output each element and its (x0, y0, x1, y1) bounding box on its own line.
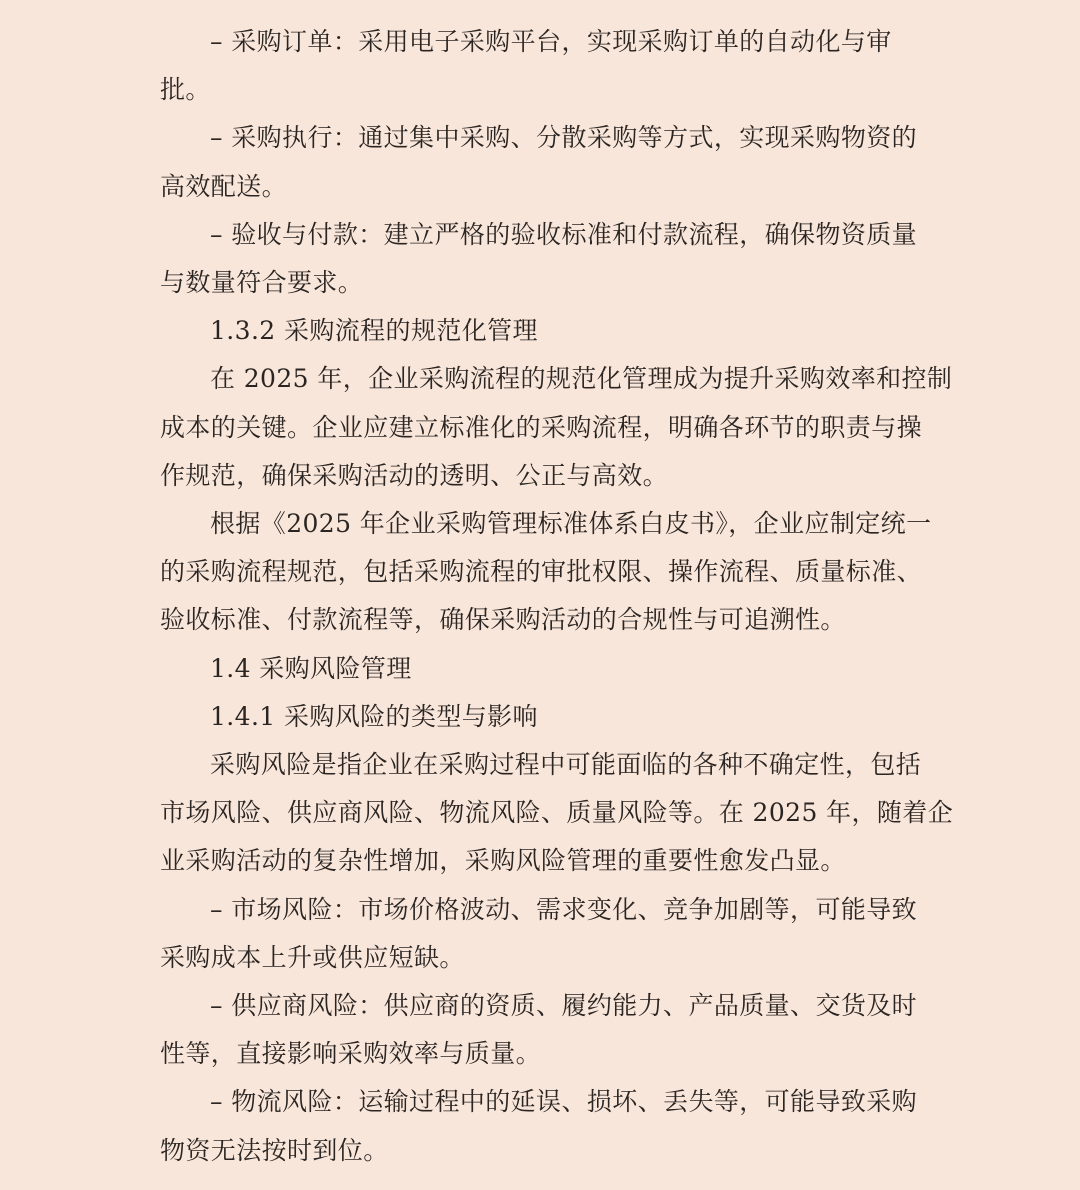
text-line: 成本的关键。企业应建立标准化的采购流程，明确各环节的职责与操 (160, 412, 923, 442)
text-line: – 物流风险：运输过程中的延误、损坏、丢失等，可能导致采购 (210, 1087, 918, 1117)
text-line: 业采购活动的复杂性增加，采购风险管理的重要性愈发凸显。 (160, 846, 846, 876)
text-line: 批。 (160, 75, 211, 105)
text-line: 性等，直接影响采购效率与质量。 (160, 1039, 542, 1069)
document-body (160, 18, 954, 1175)
bullet-logistics-risk (160, 1078, 920, 1174)
text-line: 采购风险是指企业在采购过程中可能面临的各种不确定性，包括 (210, 750, 922, 780)
text-line: 的采购流程规范，包括采购流程的审批权限、操作流程、质量标准、 (160, 557, 923, 587)
body-paragraph-whitepaper (160, 500, 932, 645)
section-heading-1-3-2 (160, 307, 920, 355)
text-line: – 市场风险：市场价格波动、需求变化、竞争加剧等，可能导致 (210, 894, 918, 924)
section-heading-1-4-1 (160, 693, 920, 741)
text-line: 在 2025 年，企业采购流程的规范化管理成为提升采购效率和控制 (210, 364, 953, 394)
bullet-market-risk (160, 886, 920, 982)
text-line: 根据《2025 年企业采购管理标准体系白皮书》，企业应制定统一 (210, 509, 932, 539)
bullet-supplier-risk (160, 982, 920, 1078)
text-line: 采购成本上升或供应短缺。 (160, 942, 465, 972)
heading-text: 1.4.1 采购风险的类型与影响 (210, 701, 538, 731)
body-paragraph-standardization (160, 355, 953, 500)
text-line: 与数量符合要求。 (160, 268, 364, 298)
heading-text: 1.3.2 采购流程的规范化管理 (210, 316, 538, 346)
body-paragraph-risk-definition (160, 741, 954, 886)
text-line: 验收标准、付款流程等，确保采购活动的合规性与可追溯性。 (160, 605, 846, 635)
text-line: 物资无法按时到位。 (160, 1135, 389, 1165)
bullet-acceptance-payment (160, 211, 920, 307)
section-heading-1-4 (160, 645, 920, 693)
text-line: 作规范，确保采购活动的透明、公正与高效。 (160, 460, 669, 490)
text-line: 高效配送。 (160, 171, 288, 201)
text-line: – 采购执行：通过集中采购、分散采购等方式，实现采购物资的 (210, 123, 918, 153)
text-line: 市场风险、供应商风险、物流风险、质量风险等。在 2025 年，随着企 (160, 798, 954, 828)
heading-text: 1.4 采购风险管理 (210, 653, 412, 683)
bullet-purchase-execution (160, 114, 920, 210)
text-line: – 供应商风险：供应商的资质、履约能力、产品质量、交货及时 (210, 991, 918, 1021)
bullet-purchase-order (160, 18, 920, 114)
text-line: – 验收与付款：建立严格的验收标准和付款流程，确保物资质量 (210, 219, 918, 249)
text-line: – 采购订单：采用电子采购平台，实现采购订单的自动化与审 (210, 27, 892, 56)
